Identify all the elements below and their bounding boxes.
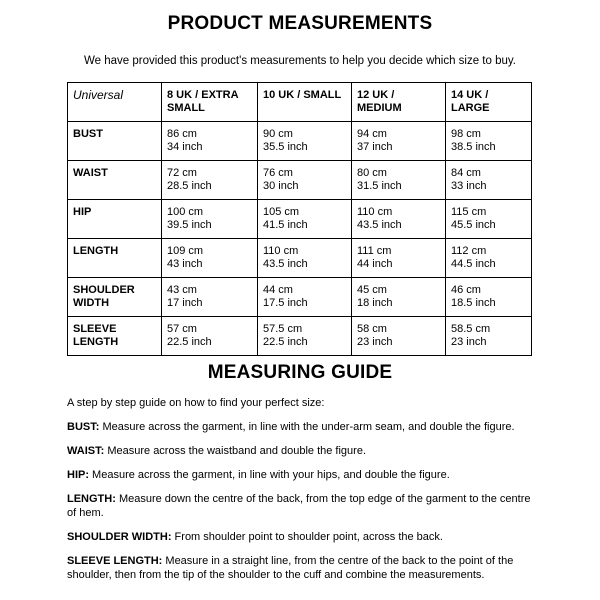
inch-value: 18.5 inch [451, 297, 496, 309]
guide-item-label: SLEEVE LENGTH: [67, 555, 163, 567]
table-cell [446, 239, 532, 278]
table-cell [352, 278, 446, 317]
table-cell [446, 200, 532, 239]
table-cell [258, 200, 352, 239]
row-label: HIP [68, 200, 162, 239]
cm-value: 84 cm [451, 167, 481, 179]
guide-item-label: BUST: [67, 421, 100, 433]
table-cell [446, 122, 532, 161]
page-title: PRODUCT MEASUREMENTS [167, 13, 433, 34]
intro-text: We have provided this product's measurements to help you decide which size to buy. [84, 55, 516, 67]
table-row [68, 200, 532, 239]
table-cell [162, 161, 258, 200]
guide-item-text: Measure across the garment, in line with the under-arm seam, and double the figure. [99, 421, 515, 433]
table-header-row [68, 83, 532, 122]
guide-item-bust [67, 420, 537, 434]
inch-value: 18 inch [357, 297, 393, 309]
inch-value: 22.5 inch [263, 336, 308, 348]
cm-value: 110 cm [357, 206, 393, 218]
column-header: 14 UK / LARGE [446, 83, 532, 122]
table-row [68, 122, 532, 161]
guide-item-length [67, 492, 537, 520]
inch-value: 30 inch [263, 180, 299, 192]
cm-value: 100 cm [167, 206, 204, 218]
table-cell [258, 239, 352, 278]
table-cell [352, 161, 446, 200]
table-cell [446, 161, 532, 200]
cm-value: 109 cm [167, 245, 204, 257]
inch-value: 33 inch [451, 180, 487, 192]
inch-value: 38.5 inch [451, 141, 496, 153]
inch-value: 31.5 inch [357, 180, 402, 192]
guide-item-text: Measure in a straight line, from the centre of the back to the point of the shoulder, then from the tip of the shoulder to the cuff and combine the measurements. [67, 555, 514, 581]
table-cell [258, 161, 352, 200]
table-row [68, 317, 532, 356]
cm-value: 111 cm [357, 245, 392, 257]
inch-value: 28.5 inch [167, 180, 212, 192]
column-header: 10 UK / SMALL [258, 83, 352, 122]
measurements-table [67, 82, 532, 356]
inch-value: 45.5 inch [451, 219, 496, 231]
table-cell [162, 200, 258, 239]
table-cell [446, 317, 532, 356]
row-label: SHOULDER WIDTH [68, 278, 162, 317]
inch-value: 23 inch [451, 336, 487, 348]
guide-item-waist [67, 444, 537, 458]
table-cell [352, 317, 446, 356]
guide-item-text: Measure across the garment, in line with your hips, and double the figure. [89, 469, 450, 481]
table-cell [162, 122, 258, 161]
guide-item-text: Measure across the waistband and double the figure. [104, 445, 366, 457]
table-cell [258, 122, 352, 161]
inch-value: 17.5 inch [263, 297, 308, 309]
table-row [68, 161, 532, 200]
inch-value: 41.5 inch [263, 219, 308, 231]
cm-value: 57.5 cm [263, 323, 303, 335]
table-cell [162, 239, 258, 278]
cm-value: 44 cm [263, 284, 293, 296]
guide-title: MEASURING GUIDE [207, 362, 393, 383]
cm-value: 110 cm [263, 245, 299, 257]
row-label: BUST [68, 122, 162, 161]
row-label: LENGTH [68, 239, 162, 278]
inch-value: 22.5 inch [167, 336, 212, 348]
table-cell [162, 317, 258, 356]
table-cell [352, 239, 446, 278]
measuring-guide [67, 396, 537, 592]
cm-value: 115 cm [451, 206, 487, 218]
guide-item-label: HIP: [67, 469, 89, 481]
cm-value: 46 cm [451, 284, 481, 296]
inch-value: 44.5 inch [451, 258, 496, 270]
table-cell [258, 278, 352, 317]
inch-value: 43 inch [167, 258, 203, 270]
table-cell [446, 278, 532, 317]
cm-value: 94 cm [357, 128, 387, 140]
inch-value: 37 inch [357, 141, 393, 153]
cm-value: 98 cm [451, 128, 481, 140]
inch-value: 35.5 inch [263, 141, 308, 153]
cm-value: 90 cm [263, 128, 293, 140]
cm-value: 72 cm [167, 167, 197, 179]
column-header: 8 UK / EXTRA SMALL [162, 83, 258, 122]
guide-item-sleeve-length [67, 554, 537, 582]
row-label: SLEEVE LENGTH [68, 317, 162, 356]
table-row [68, 278, 532, 317]
row-label: WAIST [68, 161, 162, 200]
guide-item-hip [67, 468, 537, 482]
cm-value: 76 cm [263, 167, 293, 179]
guide-item-label: SHOULDER WIDTH: [67, 531, 172, 543]
cm-value: 58 cm [357, 323, 387, 335]
table-cell [258, 317, 352, 356]
inch-value: 34 inch [167, 141, 203, 153]
cm-value: 105 cm [263, 206, 300, 218]
cm-value: 45 cm [357, 284, 387, 296]
guide-item-label: WAIST: [67, 445, 105, 457]
guide-intro: A step by step guide on how to find your perfect size: [67, 397, 325, 409]
table-cell [352, 200, 446, 239]
inch-value: 43.5 inch [263, 258, 308, 270]
cm-value: 43 cm [167, 284, 197, 296]
column-header: 12 UK / MEDIUM [352, 83, 446, 122]
guide-item-shoulder-width [67, 530, 537, 544]
cm-value: 112 cm [451, 245, 487, 257]
guide-item-text: Measure down the centre of the back, from the top edge of the garment to the centre of hem. [67, 493, 531, 519]
inch-value: 17 inch [167, 297, 203, 309]
guide-item-label: LENGTH: [67, 493, 116, 505]
inch-value: 39.5 inch [167, 219, 212, 231]
guide-item-text: From shoulder point to shoulder point, across the back. [171, 531, 443, 543]
table-cell [352, 122, 446, 161]
inch-value: 43.5 inch [357, 219, 402, 231]
table-cell [162, 278, 258, 317]
table-row [68, 239, 532, 278]
cm-value: 57 cm [167, 323, 197, 335]
cm-value: 58.5 cm [451, 323, 491, 335]
inch-value: 23 inch [357, 336, 393, 348]
table-corner-label: Universal [68, 83, 162, 122]
inch-value: 44 inch [357, 258, 393, 270]
cm-value: 80 cm [357, 167, 387, 179]
cm-value: 86 cm [167, 128, 197, 140]
